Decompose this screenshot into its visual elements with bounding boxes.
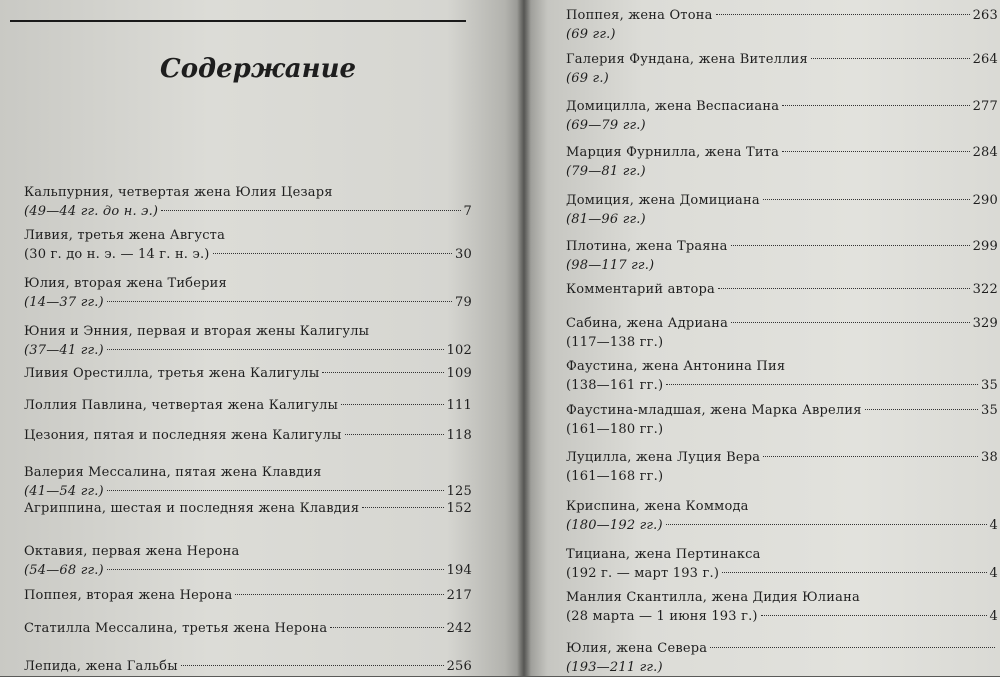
entry-title: Тициана, жена Пертинакса <box>566 547 761 562</box>
dot-leader <box>716 14 970 15</box>
entry-dates: (161—180 гг.) <box>566 422 664 437</box>
entry-title: Фаустина-младшая, жена Марка Аврелия <box>566 403 862 418</box>
toc-entry <box>566 143 998 181</box>
dot-leader <box>330 627 443 628</box>
entry-title: Цезония, пятая и последняя жена Калигулы <box>24 428 342 443</box>
entry-title: Агриппина, шестая и последняя жена Клавдия <box>24 501 360 516</box>
page-number: 263 <box>972 8 998 23</box>
entry-dates: (30 г. до н. э. — 14 г. н. э.) <box>24 247 210 262</box>
entry-title: Криспина, жена Коммода <box>566 499 749 514</box>
toc-entry <box>566 545 998 583</box>
entry-title: Луцилла, жена Луция Вера <box>566 450 761 465</box>
entry-dates: (14—37 гг.) <box>24 295 104 310</box>
toc-entry <box>566 448 998 486</box>
entry-title: Домиция, жена Домициана <box>566 193 760 208</box>
page-number: 7 <box>463 204 472 219</box>
entry-title: Домицилла, жена Веспасиана <box>566 99 780 114</box>
toc-entry <box>24 586 472 605</box>
dot-leader <box>718 288 970 289</box>
toc-entry <box>24 499 472 518</box>
page-number: 79 <box>455 295 472 310</box>
page-number: 256 <box>446 659 472 674</box>
entry-dates: (69 гг.) <box>566 27 616 42</box>
entry-title: Октавия, первая жена Нерона <box>24 544 240 559</box>
toc-entry <box>566 639 998 677</box>
entry-dates: (69—79 гг.) <box>566 118 646 133</box>
toc-entry <box>24 226 472 264</box>
page-number: 35 <box>981 378 998 393</box>
toc-entry <box>566 357 998 395</box>
entry-dates: (28 марта — 1 июня 193 г.) <box>566 609 758 624</box>
toc-entry <box>24 396 472 415</box>
entry-title: Валерия Мессалина, пятая жена Клавдия <box>24 465 322 480</box>
toc-entry <box>24 274 472 312</box>
entry-title: Фаустина, жена Антонина Пия <box>566 359 786 374</box>
dot-leader <box>181 665 444 666</box>
dot-leader <box>782 105 969 106</box>
page-number: 322 <box>972 282 998 297</box>
toc-entry <box>566 314 998 352</box>
dot-leader <box>107 490 444 491</box>
entry-title: Комментарий автора <box>566 282 715 297</box>
toc-entry <box>566 401 998 439</box>
entry-dates: (98—117 гг.) <box>566 258 655 273</box>
entry-title: Галерия Фундана, жена Вителлия <box>566 52 808 67</box>
page-number: 284 <box>972 145 998 160</box>
entry-dates: (180—192 гг.) <box>566 518 663 533</box>
dot-leader <box>763 199 970 200</box>
dot-leader <box>761 615 987 616</box>
dot-leader <box>161 210 460 211</box>
entry-title: Кальпурния, четвертая жена Юлия Цезаря <box>24 185 333 200</box>
dot-leader <box>322 372 443 373</box>
page-number: 290 <box>972 193 998 208</box>
toc-entry <box>566 237 998 275</box>
toc-entry <box>566 97 998 135</box>
page-number: 152 <box>446 501 472 516</box>
entry-title: Ливия Орестилла, третья жена Калигулы <box>24 366 320 381</box>
page-number: 242 <box>446 621 472 636</box>
page-number: 299 <box>972 239 998 254</box>
page-number: 102 <box>446 343 472 358</box>
dot-leader <box>782 151 970 152</box>
entry-title: Юлия, жена Севера <box>566 641 708 656</box>
page-number: 118 <box>446 428 472 443</box>
entry-dates: (69 г.) <box>566 71 609 86</box>
page-number: 4 <box>989 518 998 533</box>
toc-entry <box>566 497 998 535</box>
toc-entry <box>566 6 998 44</box>
dot-leader <box>107 301 452 302</box>
entry-dates: (161—168 гг.) <box>566 469 664 484</box>
page-number: 109 <box>446 366 472 381</box>
toc-entry <box>24 657 472 676</box>
toc-entry <box>24 322 472 360</box>
header-rule <box>10 20 466 22</box>
entry-title: Марция Фурнилла, жена Тита <box>566 145 780 160</box>
entry-dates: (37—41 гг.) <box>24 343 104 358</box>
entry-dates: (41—54 гг.) <box>24 484 104 499</box>
entry-title: Поппея, жена Отона <box>566 8 713 23</box>
toc-entry <box>566 50 998 88</box>
dot-leader <box>731 322 970 323</box>
entry-title: Ливия, третья жена Августа <box>24 228 226 243</box>
dot-leader <box>341 404 443 405</box>
dot-leader <box>235 594 443 595</box>
entry-dates: (81—96 гг.) <box>566 212 646 227</box>
page-number: 4 <box>989 566 998 581</box>
toc-entry <box>566 191 998 229</box>
toc-entry <box>24 183 472 221</box>
page-number: 217 <box>446 588 472 603</box>
entry-dates: (192 г. — март 193 г.) <box>566 566 720 581</box>
dot-leader <box>666 384 978 385</box>
dot-leader <box>345 434 444 435</box>
entry-title: Лепида, жена Гальбы <box>24 659 178 674</box>
page-number: 111 <box>446 398 472 413</box>
page-number: 277 <box>972 99 998 114</box>
dot-leader <box>666 524 987 525</box>
entry-dates: (138—161 гг.) <box>566 378 664 393</box>
entry-title: Юния и Энния, первая и вторая жены Калигулы <box>24 324 370 339</box>
toc-entry <box>24 542 472 580</box>
dot-leader <box>865 409 978 410</box>
toc-entry <box>566 588 998 626</box>
page-number: 125 <box>446 484 472 499</box>
entry-dates: (79—81 гг.) <box>566 164 646 179</box>
page-number: 264 <box>972 52 998 67</box>
entry-dates: (49—44 гг. до н. э.) <box>24 204 159 219</box>
entry-title: Статилла Мессалина, третья жена Нерона <box>24 621 328 636</box>
dot-leader <box>107 349 444 350</box>
toc-entry <box>24 619 472 638</box>
entry-title: Сабина, жена Адриана <box>566 316 729 331</box>
page-number: 38 <box>981 450 998 465</box>
toc-entry <box>566 280 998 299</box>
entry-title: Юлия, вторая жена Тиберия <box>24 276 227 291</box>
dot-leader <box>763 456 978 457</box>
toc-entry <box>24 463 472 501</box>
page-number: 35 <box>981 403 998 418</box>
entry-title: Манлия Скантилла, жена Дидия Юлиана <box>566 590 860 605</box>
page-number: 30 <box>455 247 472 262</box>
entry-title: Поппея, вторая жена Нерона <box>24 588 233 603</box>
dot-leader <box>107 569 444 570</box>
page-number: 194 <box>446 563 472 578</box>
book-gutter <box>517 0 531 676</box>
page-number: 4 <box>989 609 998 624</box>
entry-title: Плотина, жена Траяна <box>566 239 728 254</box>
dot-leader <box>362 507 443 508</box>
dot-leader <box>710 647 995 648</box>
dot-leader <box>811 58 970 59</box>
toc-entry <box>24 426 472 445</box>
entry-dates: (193—211 гг.) <box>566 660 663 675</box>
entry-dates: (54—68 гг.) <box>24 563 104 578</box>
toc-entry <box>24 364 472 383</box>
entry-dates: (117—138 гг.) <box>566 335 664 350</box>
entry-title: Лоллия Павлина, четвертая жена Калигулы <box>24 398 339 413</box>
toc-title: Содержание <box>160 54 357 84</box>
dot-leader <box>213 253 452 254</box>
dot-leader <box>722 572 986 573</box>
page-number: 329 <box>972 316 998 331</box>
dot-leader <box>731 245 970 246</box>
